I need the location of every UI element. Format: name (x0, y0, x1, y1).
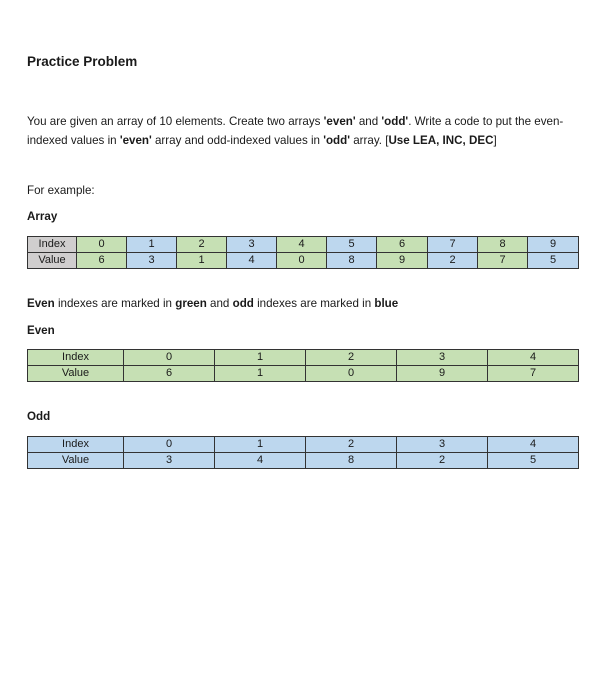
problem-bold-3: 'even' (119, 134, 152, 147)
odd-value-cell: 5 (488, 453, 579, 469)
odd-value-cell: 2 (397, 453, 488, 469)
array-value-row (28, 253, 579, 269)
odd-value-cell: 8 (306, 453, 397, 469)
even-index-cell: 1 (215, 350, 306, 366)
array-value-cell: 6 (77, 253, 127, 269)
problem-bold-1: 'even' (323, 115, 356, 128)
even-value-cell: 6 (124, 366, 215, 382)
note-bold-1: Even (27, 297, 55, 310)
problem-text-6: ] (493, 134, 497, 147)
problem-text-1: You are given an array of 10 elements. Create two arrays (27, 115, 324, 128)
array-value-cell: 2 (428, 253, 478, 269)
even-value-cell: 7 (488, 366, 579, 382)
array-value-cell: 0 (277, 253, 327, 269)
array-value-cell: 9 (377, 253, 428, 269)
even-index-cell: 4 (488, 350, 579, 366)
odd-value-row (28, 453, 579, 469)
odd-value-header: Value (28, 453, 124, 469)
array-index-cell: 5 (327, 237, 377, 253)
array-index-cell: 1 (127, 237, 177, 253)
note-text-2: and (206, 297, 233, 310)
even-label: Even (27, 324, 55, 337)
odd-index-header: Index (28, 437, 124, 453)
odd-index-cell: 4 (488, 437, 579, 453)
array-value-cell: 5 (528, 253, 579, 269)
even-index-cell: 3 (397, 350, 488, 366)
array-label: Array (27, 210, 58, 223)
array-index-row (28, 237, 579, 253)
color-note (27, 297, 398, 310)
array-value-header: Value (28, 253, 77, 269)
odd-index-cell: 0 (124, 437, 215, 453)
array-index-cell: 4 (277, 237, 327, 253)
problem-statement (27, 112, 583, 150)
note-text-3: indexes are marked in (253, 297, 375, 310)
array-index-cell: 2 (177, 237, 227, 253)
odd-table (27, 436, 579, 469)
even-value-cell: 9 (397, 366, 488, 382)
note-bold-4: blue (374, 297, 399, 310)
even-index-header: Index (28, 350, 124, 366)
even-index-cell: 2 (306, 350, 397, 366)
array-value-cell: 1 (177, 253, 227, 269)
array-value-cell: 7 (478, 253, 528, 269)
array-index-cell: 0 (77, 237, 127, 253)
array-table (27, 236, 579, 269)
problem-text-3: . Write a code to put the even-indexed values in (27, 115, 564, 147)
even-index-cell: 0 (124, 350, 215, 366)
array-index-cell: 6 (377, 237, 428, 253)
array-index-header: Index (28, 237, 77, 253)
note-text-1: indexes are marked in (54, 297, 176, 310)
problem-bold-2: 'odd' (381, 115, 409, 128)
array-value-cell: 8 (327, 253, 377, 269)
problem-text-5: array. [ (349, 134, 389, 147)
odd-value-cell: 4 (215, 453, 306, 469)
problem-text-4: array and odd-indexed values in (151, 134, 324, 147)
problem-bold-5: Use LEA, INC, DEC (388, 134, 494, 147)
problem-text-2: and (355, 115, 382, 128)
even-value-cell: 0 (306, 366, 397, 382)
page-title: Practice Problem (27, 54, 138, 69)
array-index-cell: 3 (227, 237, 277, 253)
odd-index-cell: 3 (397, 437, 488, 453)
odd-label: Odd (27, 410, 51, 423)
note-bold-2: green (175, 297, 207, 310)
array-index-cell: 9 (528, 237, 579, 253)
array-value-cell: 3 (127, 253, 177, 269)
problem-bold-4: 'odd' (323, 134, 350, 147)
array-index-cell: 8 (478, 237, 528, 253)
odd-value-cell: 3 (124, 453, 215, 469)
even-value-row (28, 366, 579, 382)
odd-index-row (28, 437, 579, 453)
array-index-cell: 7 (428, 237, 478, 253)
odd-index-cell: 1 (215, 437, 306, 453)
even-table (27, 349, 579, 382)
example-label: For example: (27, 184, 95, 197)
even-index-row (28, 350, 579, 366)
array-value-cell: 4 (227, 253, 277, 269)
even-value-cell: 1 (215, 366, 306, 382)
even-value-header: Value (28, 366, 124, 382)
odd-index-cell: 2 (306, 437, 397, 453)
note-bold-3: odd (232, 297, 254, 310)
